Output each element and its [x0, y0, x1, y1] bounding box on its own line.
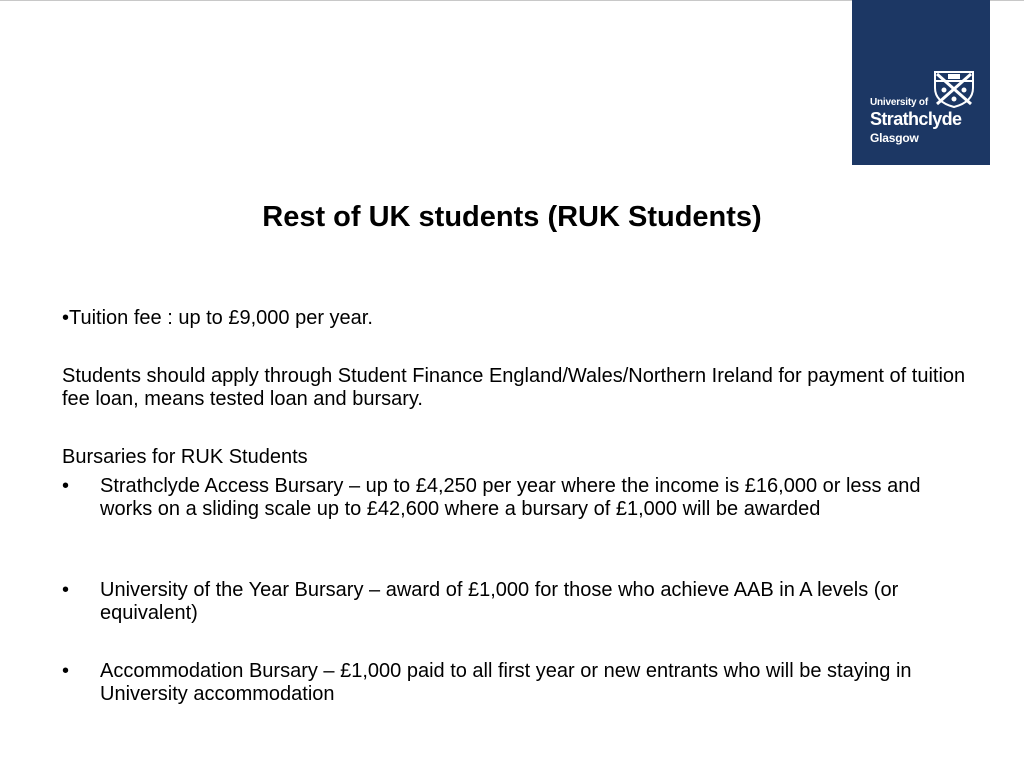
crest-icon: [931, 68, 977, 108]
slide-title: Rest of UK students (RUK Students): [262, 201, 762, 233]
logo-text-glasgow: Glasgow: [870, 131, 919, 145]
bullet-icon: •: [62, 660, 70, 682]
bursaries-heading: Bursaries for RUK Students: [62, 446, 308, 468]
bursary-list-item-3: [62, 660, 962, 706]
list-item: [62, 579, 962, 625]
logo-text-university-of: University of: [870, 97, 928, 108]
tuition-fee-line: •Tuition fee : up to £9,000 per year.: [62, 307, 373, 329]
list-item: [62, 660, 962, 706]
bursary-list-item-1: [62, 475, 962, 521]
bullet-text: Accommodation Bursary – £1,000 paid to all first year or new entrants who will be staying in University accommodation: [100, 660, 912, 705]
apply-paragraph: Students should apply through Student Finance England/Wales/Northern Ireland for payment of tuition fee loan, means tested loan and bursary.: [62, 365, 966, 410]
university-logo: [852, 0, 990, 165]
bullet-icon: •: [62, 579, 70, 601]
bullet-icon: •: [62, 475, 70, 497]
bullet-text: University of the Year Bursary – award of £1,000 for those who achieve AAB in A levels (or equivalent): [100, 579, 899, 624]
list-item: [62, 475, 962, 521]
logo-text-strathclyde: Strathclyde: [870, 109, 962, 129]
bursary-list-item-2: [62, 579, 962, 625]
bullet-text: Strathclyde Access Bursary – up to £4,250 per year where the income is £16,000 or less and works on a sliding scale up to £42,600 where a bursary of £1,000 will be awarded: [100, 475, 921, 520]
